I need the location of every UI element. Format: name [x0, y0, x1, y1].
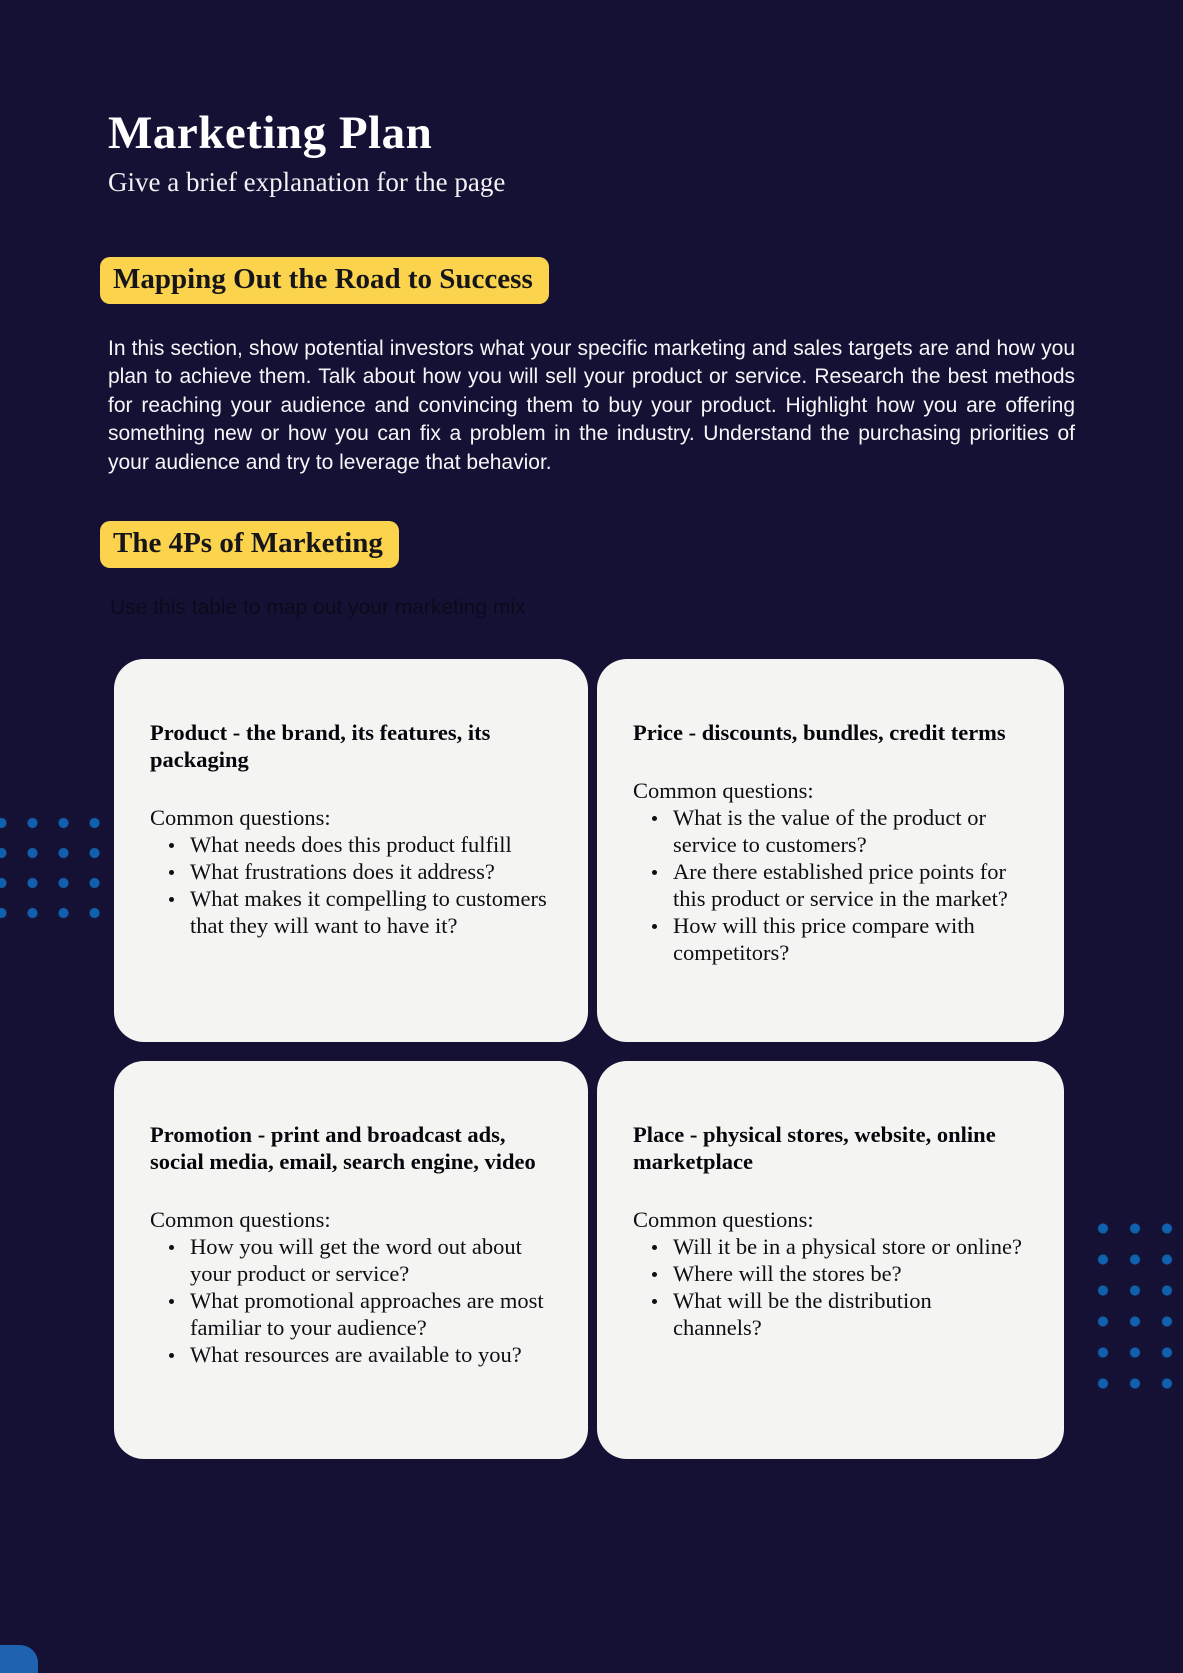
question-item: Are there established price points for this product or service in the market?: [673, 858, 1026, 912]
section-heading-mapping-text: Mapping Out the Road to Success: [113, 263, 533, 296]
card-promotion-questions: [150, 1233, 550, 1368]
card-product-questions: [150, 831, 550, 939]
question-item: What needs does this product fulfill: [190, 831, 550, 858]
card-product-title: Product - the brand, its features, its packaging: [150, 720, 491, 773]
card-place: [597, 1061, 1064, 1459]
section-body-mapping: In this section, show potential investors what your specific marketing and sales targets are and how you plan to achieve them. Talk about how you will sell your product or service. Research the best methods for reaching your audience and convincing them to buy your product. Highlight how you are offering something new or how you can fix a problem in the industry. Understand the purchasing priorities of your audience and try to leverage that behavior.: [108, 336, 1075, 474]
section-heading-mapping: [100, 257, 549, 304]
table-instruction-note: Use this table to map out your marketing mix: [110, 596, 526, 620]
card-price-questions: [633, 804, 1026, 966]
decorative-dots-right: [1087, 1213, 1183, 1400]
card-place-lead: Common questions:: [633, 1207, 814, 1233]
question-item: What makes it compelling to customers that they will want to have it?: [190, 885, 550, 939]
card-price-lead: Common questions:: [633, 778, 814, 804]
page-title: Marketing Plan: [108, 107, 433, 159]
card-price: [597, 659, 1064, 1042]
section-heading-fourps-text: The 4Ps of Marketing: [113, 527, 383, 560]
card-promotion-title: Promotion - print and broadcast ads, social media, email, search engine, video: [150, 1122, 536, 1175]
question-item: How will this price compare with competitors?: [673, 912, 1026, 966]
card-promotion-lead: Common questions:: [150, 1207, 331, 1233]
card-product: [114, 659, 588, 1042]
card-place-title: Place - physical stores, website, online marketplace: [633, 1122, 996, 1175]
question-item: What resources are available to you?: [190, 1341, 550, 1368]
question-item: Where will the stores be?: [673, 1260, 1026, 1287]
card-product-lead: Common questions:: [150, 805, 331, 831]
card-promotion: [114, 1061, 588, 1459]
card-price-title: Price - discounts, bundles, credit terms: [633, 720, 1006, 746]
question-item: What is the value of the product or service to customers?: [673, 804, 1026, 858]
decorative-corner-shape: [0, 1645, 38, 1673]
section-heading-fourps: [100, 521, 399, 568]
card-place-questions: [633, 1233, 1026, 1341]
question-item: What will be the distribution channels?: [673, 1287, 1026, 1341]
page-subtitle: Give a brief explanation for the page: [108, 166, 506, 197]
question-item: How you will get the word out about your product or service?: [190, 1233, 550, 1287]
decorative-dots-left: [0, 808, 111, 928]
marketing-mix-grid: [114, 659, 1064, 1459]
question-item: What promotional approaches are most familiar to your audience?: [190, 1287, 550, 1341]
question-item: Will it be in a physical store or online?: [673, 1233, 1026, 1260]
question-item: What frustrations does it address?: [190, 858, 550, 885]
